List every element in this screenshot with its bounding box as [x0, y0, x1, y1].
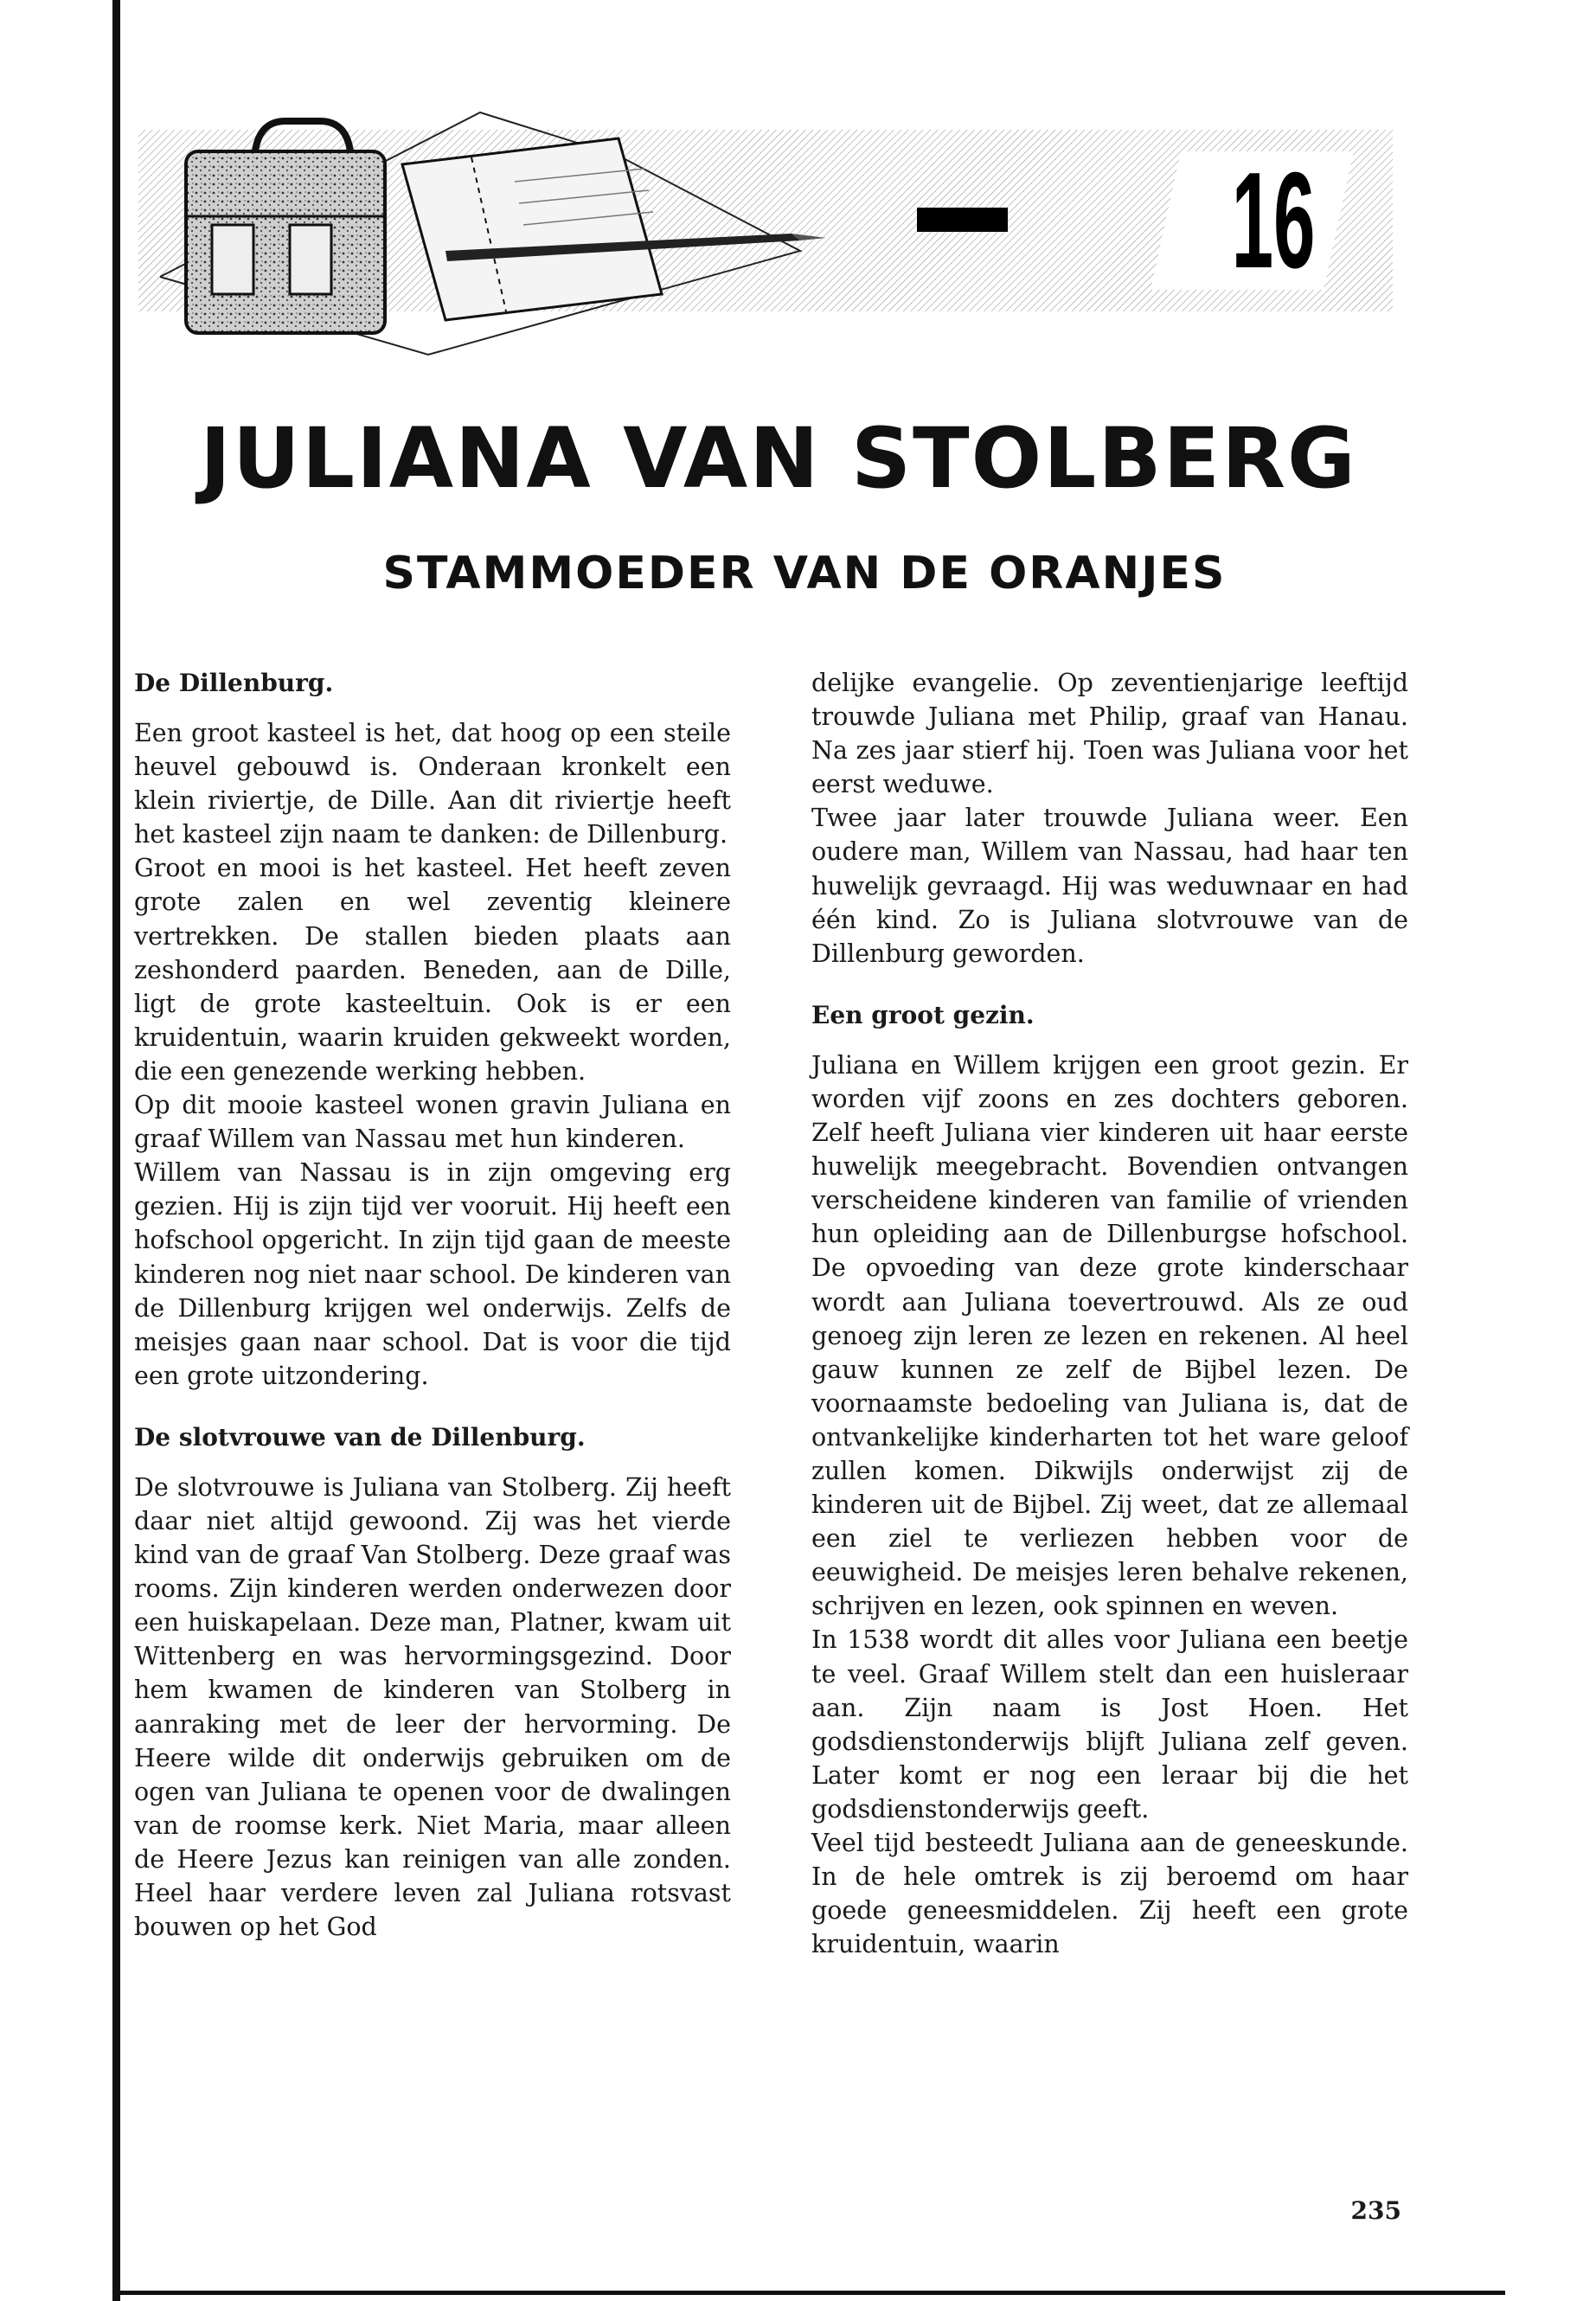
- paragraph: Juliana en Willem krijgen een groot gezin. Er worden vijf zoons en zes dochters geboren. Zelf heeft Juliana vier kinderen uit haar eerste huwelijk meegebracht. Bovendien ontvangen verscheidene kinderen van familie of vrienden hun opleiding aan de Dillenburgse hofschool. De opvoeding van deze grote kinderschaar wordt aan Juliana toevertrouwd. Als ze oud genoeg zijn leren ze lezen en rekenen. Al heel gauw kunnen ze zelf de Bijbel lezen. De voornaamste bedoeling van Juliana is, dat de ontvankelijke kinderharten tot het ware geloof zullen komen. Dikwijls onderwijst zij de kinderen uit de Bijbel. Zij weet, dat ze allemaal een ziel te verliezen hebben voor de eeuwigheid. De meisjes leren behalve rekenen, schrijven en lezen, ook spinnen en weven.: [811, 1050, 1408, 1621]
- paragraph: Groot en mooi is het kasteel. Het heeft zeven grote zalen en wel zeventig kleinere vertrekken. De stallen bieden plaats aan zeshonderd paarden. Beneden, aan de Dille, ligt de grote kasteeltuin. Ook is er een kruidentuin, waarin kruiden gekweekt worden, die een genezende werking hebben.: [134, 854, 731, 1086]
- paragraph: Willem van Nassau is in zijn omgeving erg gezien. Hij is zijn tijd ver vooruit. Hij heeft een hofschool opgericht. In zijn tijd gaan de meeste kinderen nog niet naar school. De kinderen van de Dillenburg krijgen wel onderwijs. Zelfs de meisjes gaan naar school. Dat is voor die tijd een grote uitzondering.: [134, 1158, 731, 1390]
- paragraph: In 1538 wordt dit alles voor Juliana een beetje te veel. Graaf Willem stelt dan een huisleraar aan. Zijn naam is Jost Hoen. Het godsdienstonderwijs blijft Juliana zelf geven. Later komt er nog een leraar bij die het godsdienstonderwijs geeft.: [811, 1625, 1408, 1823]
- page-number: 235: [1350, 2196, 1401, 2225]
- paragraph: De slotvrouwe is Juliana van Stolberg. Zij heeft daar niet altijd gewoond. Zij was het vierde kind van de graaf Van Stolberg. Deze graaf was rooms. Zijn kinderen werden onderwezen door een huiskapelaan. Deze man, Platner, kwam uit Wittenberg en was hervormingsgezind. Door hem kwamen de kinderen van Stolberg in aanraking met de leer der hervorming. De Heere wilde dit onderwijs gebruiken om de ogen van Juliana te openen voor de dwalingen van de roomse kerk. Niet Maria, maar alleen de Heere Jezus kan reinigen van alle zonden. Heel haar verdere leven zal Juliana rotsvast bouwen op het God: [134, 1472, 731, 1942]
- briefcase-icon: [186, 121, 385, 333]
- chapter-dash: [917, 208, 1008, 232]
- left-column: [134, 666, 731, 1944]
- paragraph: Een groot kasteel is het, dat hoog op een steile heuvel gebouwd is. Onderaan kronkelt een klein riviertje, de Dille. Aan dit riviertje heeft het kasteel zijn naam te danken: de Dillenburg.: [134, 719, 731, 849]
- bottom-margin-rule: [112, 2291, 1505, 2295]
- paragraph: delijke evangelie. Op zeventienjarige leeftijd trouwde Juliana met Philip, graaf van Hanau. Na zes jaar stierf hij. Toen was Juliana voor het eerst weduwe.: [811, 669, 1408, 799]
- paragraph: Op dit mooie kasteel wonen gravin Juliana en graaf Willem van Nassau met hun kinderen.: [134, 1091, 731, 1154]
- page-title: JULIANA VAN STOLBERG: [200, 410, 1357, 507]
- section-heading-gezin: Een groot gezin.: [811, 1000, 1035, 1029]
- left-margin-rule: [112, 0, 120, 2301]
- right-column: [811, 666, 1408, 1961]
- page-subtitle: STAMMOEDER VAN DE ORANJES: [382, 548, 1227, 599]
- chapter-number: 16: [1231, 144, 1316, 297]
- chapter-banner-illustration: [134, 104, 1401, 368]
- section-heading-slotvrouwe: De slotvrouwe van de Dillenburg.: [134, 1422, 586, 1452]
- paragraph: Twee jaar later trouwde Juliana weer. Een oudere man, Willem van Nassau, had haar ten huwelijk gevraagd. Hij was weduwnaar en had één kind. Zo is Juliana slotvrouwe van de Dillenburg geworden.: [811, 804, 1408, 968]
- paragraph: Veel tijd besteedt Juliana aan de geneeskunde. In de hele omtrek is zij beroemd om haar goede geneesmiddelen. Zij heeft een grote kruidentuin, waarin: [811, 1829, 1408, 1959]
- notebook-icon: [402, 138, 662, 320]
- section-heading-dillenburg: De Dillenburg.: [134, 669, 334, 697]
